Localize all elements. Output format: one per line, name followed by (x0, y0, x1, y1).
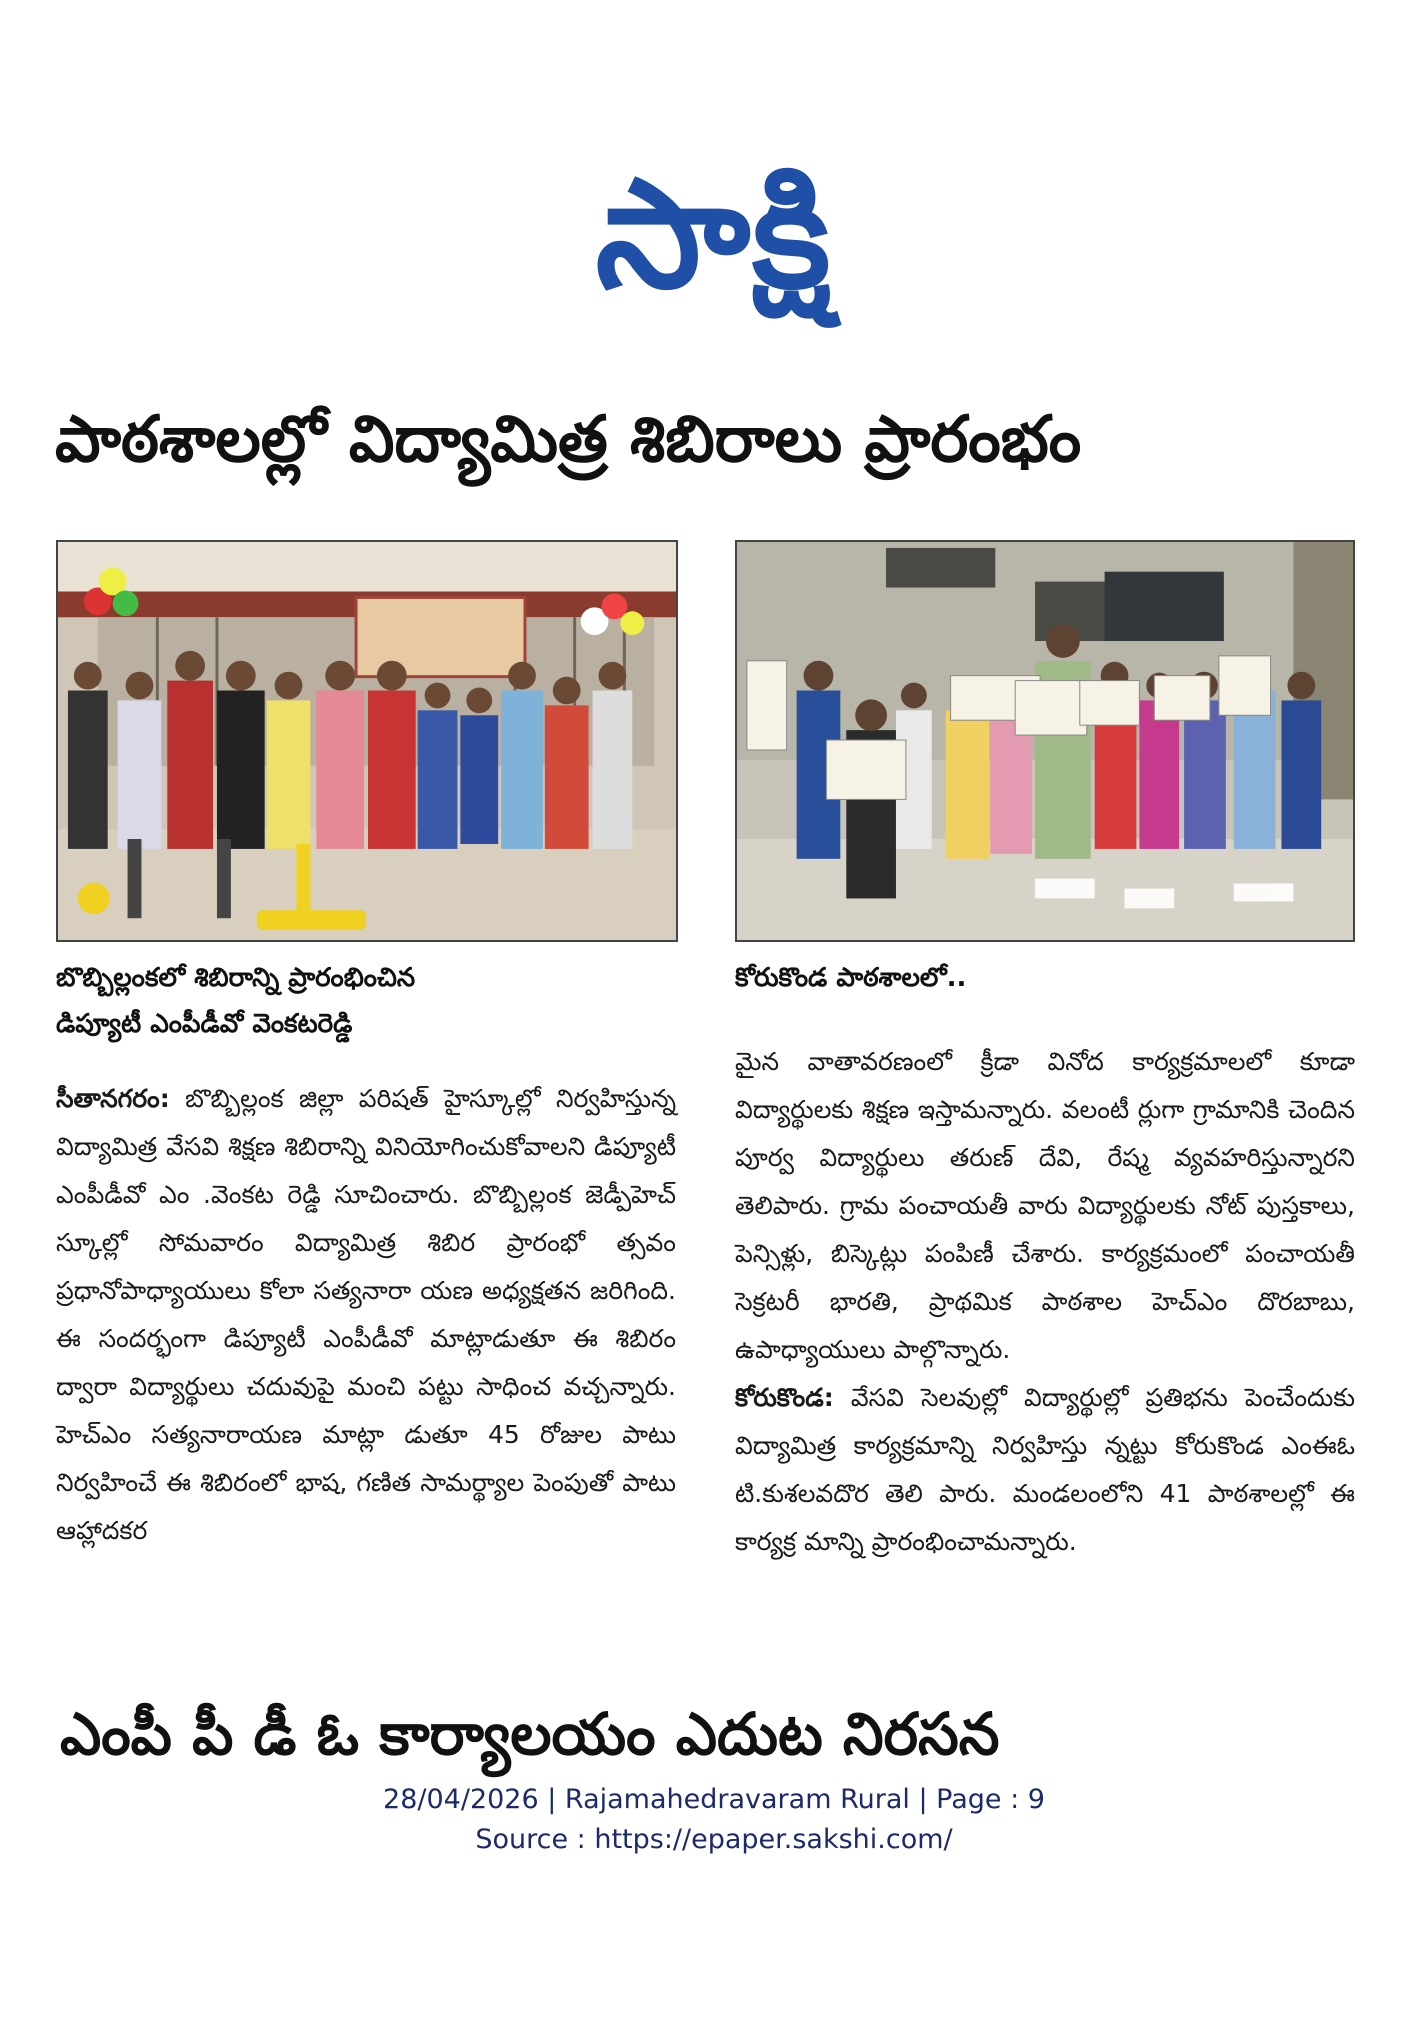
photo-left-caption (56, 955, 696, 1047)
footer-date-edition-page: 28/04/2026 | Rajamahedravaram Rural | Page : 9 (383, 1784, 1045, 1815)
photo-right-caption (735, 955, 1355, 1001)
article-right-body-2: వేసవి సెలవుల్లో విద్యార్థుల్లో ప్రతిభను పెంచేందుకు విద్యామిత్ర కార్యక్రమాన్ని నిర్వహిస్తు న్నట్టు కోరుకొండ ఎంఈఓ టి.కుశలవదొర తెలి పారు. మండలంలోని 41 పాఠశాలల్లో ఈ కార్యక్ర మాన్ని ప్రారంభించామన్నారు. (735, 1383, 1355, 1556)
article-left-paragraph (56, 1075, 676, 1555)
cutoff-next-headline (60, 1700, 1360, 1768)
article-right-paragraph-2 (735, 1374, 1355, 1566)
photo-left (56, 540, 678, 942)
article-column-right (735, 1038, 1355, 1566)
photo-right-caption-line1: కోరుకొండ పాఠశాలలో.. (735, 963, 967, 993)
photo-left-illustration (58, 542, 676, 940)
masthead-logo: సాక్షి (595, 148, 833, 322)
article-column-left (56, 1075, 676, 1555)
photo-left-caption-line2: డిప్యూటీ ఎంపీడీవో వెంకటరెడ్డి (56, 1009, 353, 1039)
cutoff-next-headline-text: ఎంపీ పీ డీ ఓ కార్యాలయం ఎదుట నిరసన (60, 1700, 1000, 1768)
dateline-seethanagaram: సీతానగరం: (56, 1084, 170, 1113)
dateline-korukonda: కోరుకొండ: (735, 1383, 834, 1412)
photo-left-caption-line1: బొబ్బిల్లంకలో శిబిరాన్ని ప్రారంభించిన (56, 963, 416, 993)
article-headline: పాఠశాలల్లో విద్యామిత్ర శిబిరాలు ప్రారంభం (55, 403, 1082, 477)
article-right-paragraph-1: మైన వాతావరణంలో క్రీడా వినోద కార్యక్రమాలలో కూడా విద్యార్థులకు శిక్షణ ఇస్తామన్నారు. వలంటీ ర్లుగా గ్రామానికి చెందిన పూర్వ విద్యార్థులు తరుణ్ దేవి, రేష్మ వ్యవహరిస్తున్నారని తెలిపారు. గ్రామ పంచాయతీ వారు విద్యార్థులకు నోట్ పుస్తకాలు, పెన్సిళ్లు, బిస్కెట్లు పంపిణీ చేశారు. కార్యక్రమంలో పంచాయతీ సెక్రటరీ భారతి, ప్రాథమిక పాఠశాల హెచ్ఎం దొరబాబు, ఉపాధ్యాయులు పాల్గొన్నారు. (735, 1047, 1355, 1364)
article-left-body: బొబ్బిల్లంక జిల్లా పరిషత్ హైస్కూల్లో నిర్వహిస్తున్న విద్యామిత్ర వేసవి శిక్షణ శిబిరాన్ని వినియోగించుకోవాలని డిప్యూటీ ఎంపీడీవో ఎం .వెంకట రెడ్డి సూచించారు. బొబ్బిల్లంక జెడ్పీహెచ్ స్కూల్లో సోమవారం విద్యామిత్ర శిబిర ప్రారంభో త్సవం ప్రధానోపాధ్యాయులు కోలా సత్యనారా యణ అధ్యక్షతన జరిగింది. ఈ సందర్భంగా డిప్యూటీ ఎంపీడీవో మాట్లాడుతూ ఈ శిబిరం ద్వారా విద్యార్థులు చదువుపై మంచి పట్టు సాధించ వచ్చన్నారు. హెచ్ఎం సత్యనారాయణ మాట్లా డుతూ 45 రోజుల పాటు నిర్వహించే ఈ శిబిరంలో భాష, గణిత సామర్థ్యాల పెంపుతో పాటు ఆహ్లాదకర (56, 1084, 676, 1545)
photo-right-illustration (737, 542, 1353, 940)
footer-source-link: Source : https://epaper.sakshi.com/ (475, 1824, 953, 1855)
photo-right (735, 540, 1355, 942)
